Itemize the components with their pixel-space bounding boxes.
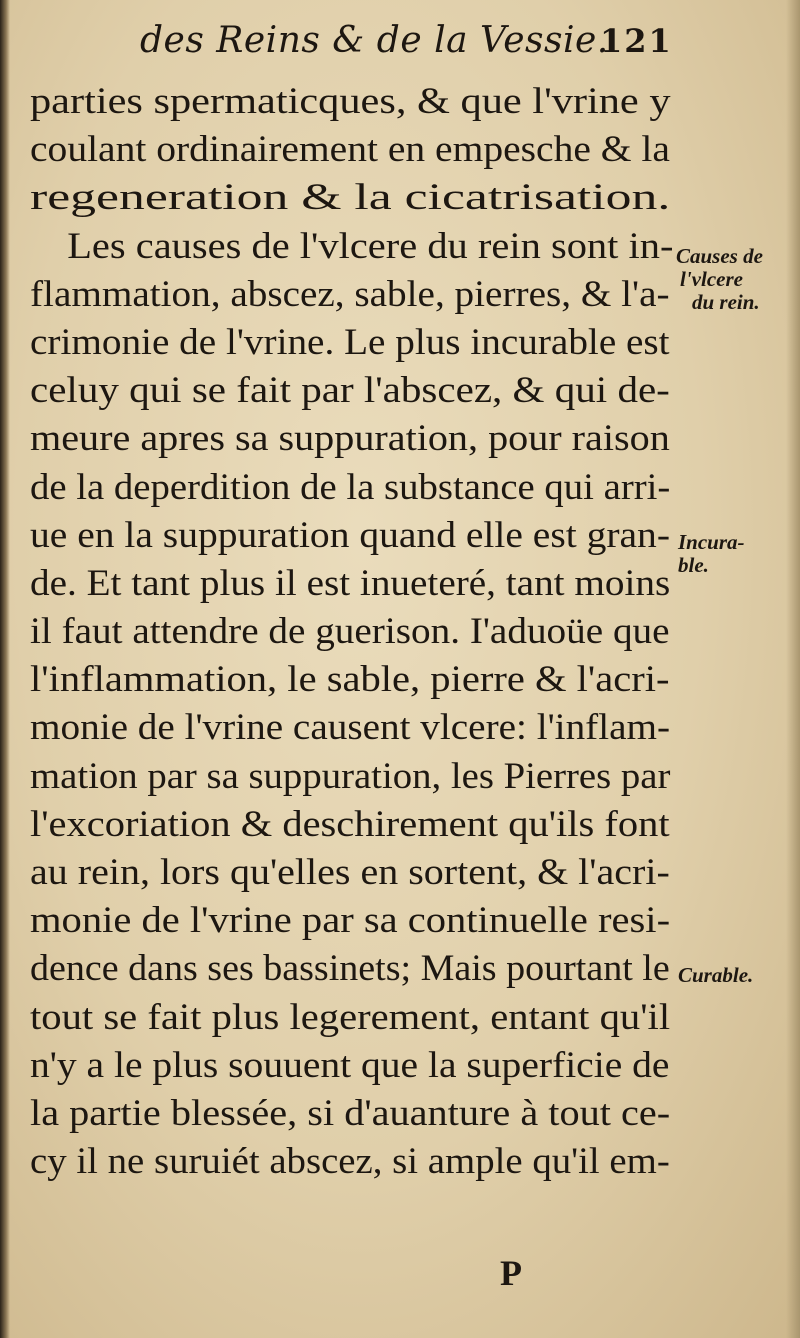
text-line: dence dans ses bassinets; Mais pourtant le <box>30 948 670 990</box>
margin-note-line: du rein. <box>692 290 760 314</box>
page-number: 121 <box>600 22 673 60</box>
text-line: l'excoriation & deschirement qu'ils font <box>30 803 670 845</box>
text-line: coulant ordinairement en empesche & la <box>30 129 670 171</box>
text-line: il faut attendre de guerison. I'aduoüe que <box>30 611 670 653</box>
margin-note-curable <box>678 964 753 987</box>
margin-note-line: ble. <box>678 553 709 577</box>
text-line: flammation, abscez, sable, pierres, & l'a- <box>30 273 670 315</box>
margin-note-causes <box>676 245 763 314</box>
text-line: ue en la suppuration quand elle est gran- <box>30 514 671 556</box>
running-title: des Reins & de la Vessie. <box>140 20 609 61</box>
text-line: l'inflammation, le sable, pierre & l'acri- <box>30 659 670 701</box>
margin-note-line: Incura- <box>678 530 745 554</box>
text-line: Les causes de l'vlcere du rein sont in- <box>67 225 674 267</box>
margin-note-line: Causes de <box>676 244 763 268</box>
text-line: parties spermaticques, & que l'vrine y <box>30 81 671 122</box>
text-line: la partie blessée, si d'auanture à tout ce- <box>30 1092 671 1134</box>
page-gutter-shadow <box>0 0 10 1338</box>
signature-mark: P <box>500 1253 522 1293</box>
margin-note-line: l'vlcere <box>680 267 743 291</box>
text-line: de la deperdition de la substance qui arri- <box>30 466 671 508</box>
text-line: meure apres sa suppuration, pour raison <box>30 418 670 460</box>
text-line: n'y a le plus souuent que la superficie de <box>30 1044 670 1086</box>
main-text-block <box>30 78 674 1186</box>
margin-note-line: Curable. <box>678 963 754 987</box>
text-line: celuy qui se fait par l'abscez, & qui de- <box>30 370 670 412</box>
text-line: de. Et tant plus il est inueteré, tant moins <box>30 562 671 604</box>
text-line: monie de l'vrine causent vlcere: l'inflam- <box>30 707 671 749</box>
text-line: tout se fait plus legerement, entant qu'il <box>30 996 671 1038</box>
text-line: au rein, lors qu'elles en sortent, & l'acri- <box>30 852 670 893</box>
margin-note-incurable <box>678 531 745 577</box>
text-line: mation par sa suppuration, les Pierres par <box>30 755 671 797</box>
text-line: cy il ne suruiét abscez, si ample qu'il em- <box>30 1141 670 1183</box>
text-line: crimonie de l'vrine. Le plus incurable est <box>30 321 670 363</box>
text-line: regeneration & la cicatrisation. <box>30 177 671 219</box>
text-line: monie de l'vrine par sa continuelle resi- <box>30 900 671 942</box>
